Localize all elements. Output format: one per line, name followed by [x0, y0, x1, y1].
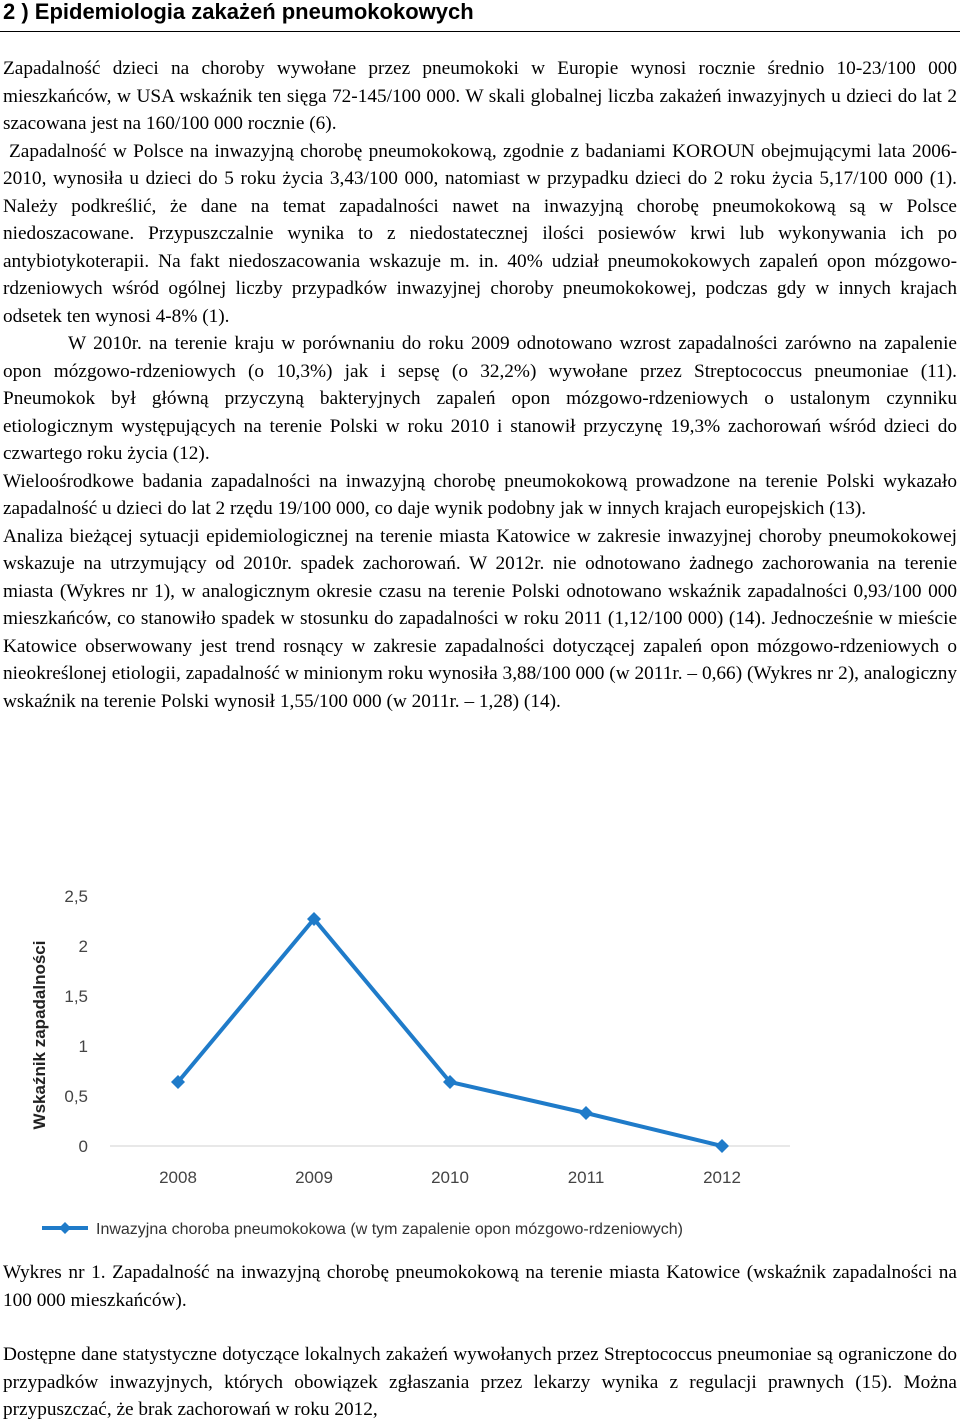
- line-chart: [0, 870, 960, 1250]
- x-axis-ticks: [159, 1168, 741, 1187]
- y-tick-label: 1,5: [64, 987, 88, 1006]
- data-point: [579, 1106, 593, 1120]
- body-text: [3, 55, 957, 715]
- paragraph: Zapadalność w Polsce na inwazyjną chorobę pneumokokową, zgodnie z badaniami KOROUN obejmującymi lata 2006-2010, wynosiła u dzieci do 5 roku życia 3,43/100 000, natomiast w przypadku dzieci do 2 roku życia 5,17/100 000 (1). Należy podkreślić, że dane na temat zapadalności nawet na inwazyjną chorobę pneumokokową są w Polsce niedoszacowane. Przypuszczalnie wynika to z niedostatecznej ilości posiewów krwi lub wykonywania ich po antybiotykoterapii. Na fakt niedoszacowania wskazuje m. in. 40% udział pneumokokowych zapaleń opon mózgowo-rdzeniowych wśród ogólnej liczby przypadków inwazyjnej choroby pneumokokowej, podczas gdy w innych krajach odsetek ten wynosi 4-8% (1).: [3, 140, 957, 327]
- x-tick-label: 2011: [567, 1168, 605, 1187]
- y-tick-label: 2: [78, 937, 88, 956]
- x-tick-label: 2009: [295, 1168, 333, 1187]
- x-tick-label: 2010: [431, 1168, 469, 1187]
- paragraph: Wieloośrodkowe badania zapadalności na inwazyjną chorobę pneumokokową prowadzone na terenie Polski wykazało zapadalność u dzieci do lat 2 rzędu 19/100 000, co daje wynik podobny jak w innych krajach europejskich (13).: [3, 470, 957, 519]
- data-point: [715, 1139, 729, 1153]
- y-tick-label: 0,5: [64, 1087, 88, 1106]
- section-heading: 2 ) Epidemiologia zakażeń pneumokokowych: [3, 0, 474, 24]
- x-tick-label: 2008: [159, 1168, 197, 1187]
- heading-underline: [0, 31, 960, 32]
- x-tick-label: 2012: [703, 1168, 741, 1187]
- series-line: [178, 919, 722, 1146]
- y-axis-ticks: [64, 887, 88, 1156]
- paragraph: Zapadalność dzieci na choroby wywołane przez pneumokoki w Europie wynosi rocznie średnio 10-23/100 000 mieszkańców, w USA wskaźnik ten sięga 72-145/100 000. W skali globalnej liczba zakażeń inwazyjnych u dzieci do lat 2 szacowana jest na 160/100 000 rocznie (6).: [3, 58, 957, 134]
- data-points: [171, 912, 729, 1153]
- y-tick-label: 1: [78, 1037, 88, 1056]
- paragraph: Dostępne dane statystyczne dotyczące lokalnych zakażeń wywołanych przez Streptococcus pneumoniae są ograniczone do przypadków inwazyjnych, których obowiązek zgłaszania przez lekarzy wynika z regulacji prawnych (15). Można przypuszczać, że brak zachorowań w roku 2012,: [3, 1344, 957, 1420]
- legend-point-marker: [59, 1222, 71, 1234]
- y-tick-label: 0: [78, 1137, 88, 1156]
- paragraph: W 2010r. na terenie kraju w porównaniu do roku 2009 odnotowano wzrost zapadalności zarówno na zapalenie opon mózgowo-rdzeniowych (o 10,3%) jak i sepsę (o 32,2%) wywołane przez Streptococcus pneumoniae (11). Pneumokok był główną przyczyną bakteryjnych zapaleń opon mózgowo-rdzeniowych o ustalonym czynniku etiologicznym występujących na terenie Polski w roku 2010 i stanowił przyczynę 19,3% zachorowań wśród dzieci do czwartego roku życia (12).: [3, 333, 957, 464]
- y-axis-label: Wskaźnik zapadalności: [30, 940, 49, 1130]
- legend: [42, 1221, 683, 1238]
- y-tick-label: 2,5: [64, 887, 88, 906]
- legend-label: Inwazyjna choroba pneumokokowa (w tym zapalenie opon mózgowo-rdzeniowych): [96, 1221, 683, 1238]
- paragraph: Analiza bieżącej sytuacji epidemiologicznej na terenie miasta Katowice w zakresie inwazyjnej choroby pneumokokowej wskazuje na utrzymujący od 2010r. spadek zachorowań. W 2012r. nie odnotowano żadnego zachorowania na terenie miasta (Wykres nr 1), w analogicznym okresie czasu na terenie Polski odnotowano wskaźnik zapadalności 0,93/100 000 mieszkańców, co stanowiło spadek w stosunku do zapadalności w roku 2011 (1,12/100 000) (14). Jednocześnie w mieście Katowice obserwowany jest trend rosnący w zakresie zapadalności dotyczącej zapaleń opon mózgowo-rdzeniowych o nieokreślonej etiologii, zapadalność w minionym roku wynosiła 3,88/100 000 (w 2011r. – 0,66) (Wykres nr 2), analogiczny wskaźnik na terenie Polski wynosił 1,55/100 000 (w 2011r. – 1,28) (14).: [3, 525, 957, 712]
- chart-caption: Wykres nr 1. Zapadalność na inwazyjną chorobę pneumokokową na terenie miasta Katowice (wskaźnik zapadalności na 100 000 mieszkańców).: [3, 1262, 957, 1311]
